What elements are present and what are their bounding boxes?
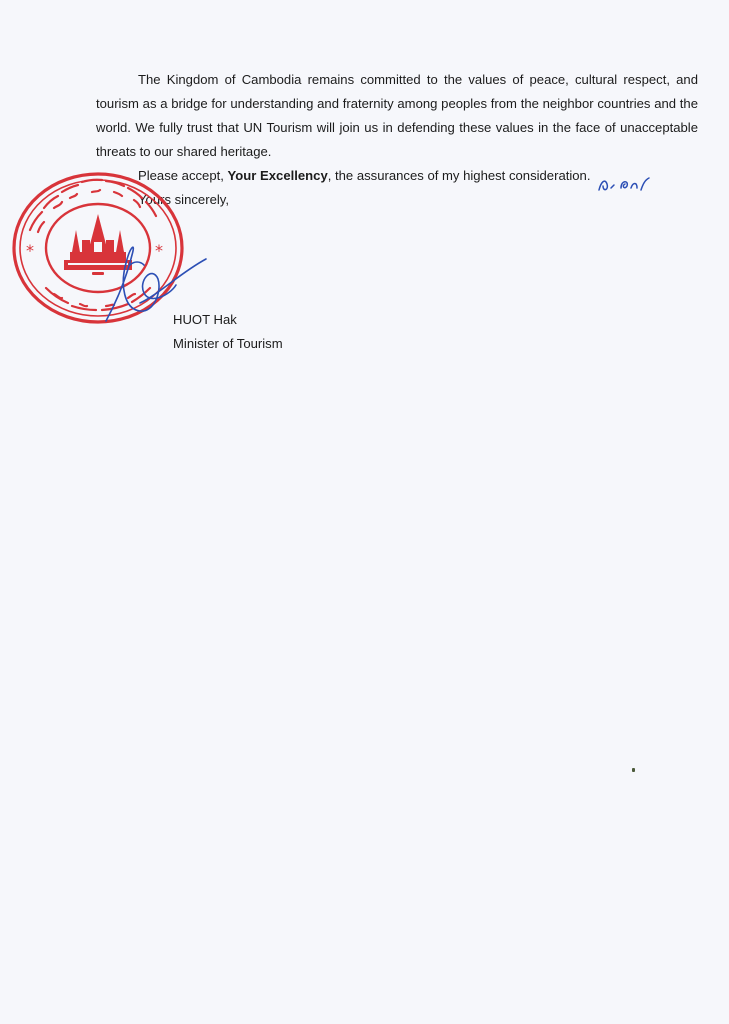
- valediction: Yours sincerely,: [138, 192, 229, 207]
- closing-before: Please accept,: [138, 168, 228, 183]
- signatory-title: Minister of Tourism: [173, 336, 283, 351]
- closing-after: , the assurances of my highest consideration.: [327, 168, 591, 183]
- closing-emphasis: Your Excellency: [227, 168, 328, 183]
- signatory-name: HUOT Hak: [173, 312, 237, 327]
- signature-block: [173, 308, 283, 356]
- scan-speck: [632, 768, 635, 772]
- initials-mark-icon: [597, 172, 653, 196]
- body-paragraph: The Kingdom of Cambodia remains committed to the values of peace, cultural respect, and tourism as a bridge for understanding and fraternity among peoples from the neighbor countries and the world. We fully trust that UN Tourism will join us in defending these values in the face of unacceptable threats to our shared heritage.: [96, 72, 698, 159]
- svg-text:*: *: [155, 241, 163, 260]
- svg-text:*: *: [26, 241, 34, 260]
